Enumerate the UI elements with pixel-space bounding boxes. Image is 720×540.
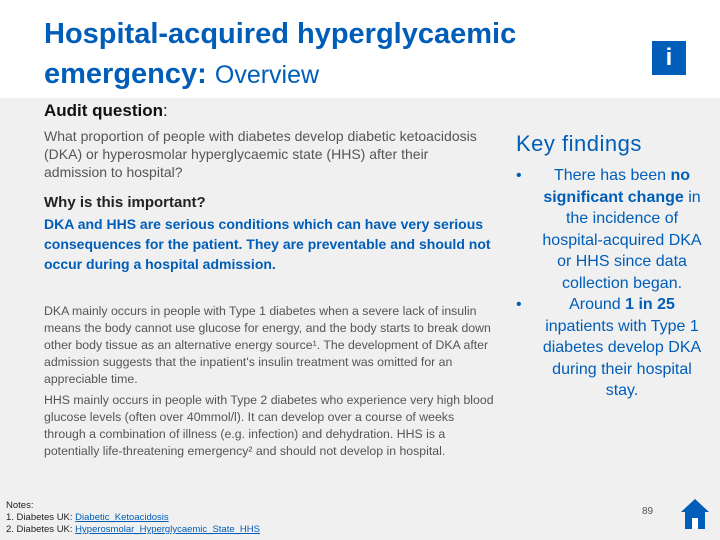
home-icon-svg <box>680 498 710 530</box>
finding-1-pre: There has been <box>553 167 671 184</box>
header <box>0 0 720 98</box>
hhs-paragraph: HHS mainly occurs in people with Type 2 diabetes who experience very high blood glucose levels (often over 40mmol/l). It can develop over a course of weeks through a combination of illness (e.g. infection) and dehydration. HHS is a potentially life-threatening emergency² and should not develop in hospital. <box>44 393 494 458</box>
finding-2 <box>512 294 708 402</box>
audit-question-heading <box>44 101 168 121</box>
importance-heading: Why is this important? <box>44 194 206 211</box>
note-1-link[interactable]: Diabetic_Ketoacidosis <box>75 512 169 523</box>
finding-2-pre: Around <box>569 296 626 313</box>
finding-1-post: in the incidence of hospital-acquired DKA or HHS since data collection began. <box>542 188 702 292</box>
notes-label: Notes: <box>6 500 34 511</box>
dka-paragraph: DKA mainly occurs in people with Type 1 diabetes when a severe lack of insulin means the body cannot use glucose for energy, and the body starts to break down other body tissue as an alternative energy source¹. The development of DKA after admission suggests that the inpatient's insulin treatment was omitted for an appreciable time. <box>44 304 491 386</box>
bullet-2: • <box>516 296 522 313</box>
audit-heading-text: Audit question <box>44 101 163 120</box>
finding-2-bold: 1 in 25 <box>625 296 675 313</box>
note-1-prefix: 1. Diabetes UK: <box>6 512 76 523</box>
title-bold: Hospital-acquired hyperglycaemic emergency: <box>44 18 517 90</box>
key-findings-list <box>512 165 708 402</box>
finding-1 <box>512 165 708 294</box>
notes <box>6 500 260 536</box>
audit-question-text: What proportion of people with diabetes develop diabetic ketoacidosis (DKA) or hyperosmolar hyperglycaemic state (HHS) after their admission to hospital? <box>44 128 477 180</box>
key-findings-heading: Key findings <box>516 131 642 156</box>
audit-heading-colon: : <box>162 101 168 120</box>
note-2-prefix: 2. Diabetes UK: <box>6 524 76 535</box>
info-icon[interactable]: i <box>652 41 686 75</box>
page-title <box>44 14 604 95</box>
title-normal: Overview <box>214 61 320 89</box>
page-number: 89 <box>642 506 654 517</box>
bullet-1: • <box>516 167 522 184</box>
finding-2-post: inpatients with Type 1 diabetes develop DKA during their hospital stay. <box>542 317 702 399</box>
note-2-link[interactable]: Hyperosmolar_Hyperglycaemic_State_HHS <box>75 524 260 535</box>
importance-text: DKA and HHS are serious conditions which can have very serious consequences for the patient. They are preventable and should not occur during a hospital admission. <box>44 216 491 272</box>
note-1 <box>6 512 260 524</box>
note-2 <box>6 524 260 536</box>
home-icon[interactable] <box>680 498 710 530</box>
finding-1-bold: no significant change <box>543 167 691 206</box>
